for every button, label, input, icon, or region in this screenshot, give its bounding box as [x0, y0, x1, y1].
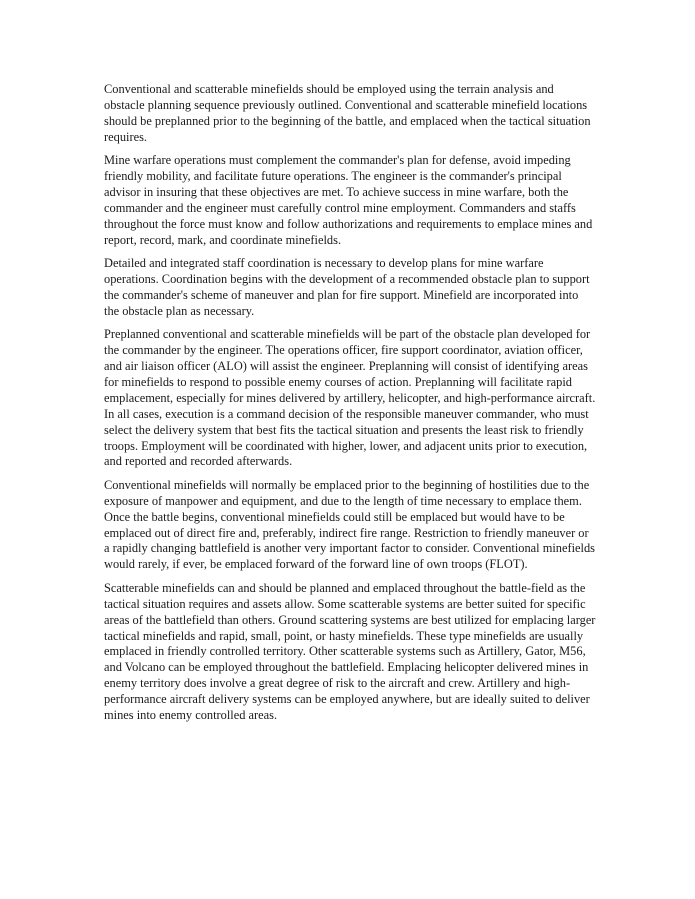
paragraph-terrain-analysis: Conventional and scatterable minefields should be employed using the terrain analysis and obstacle planning sequence previously outlined. Conventional and scatterable minefield locations should be preplanned prior to the beginning of the battle, and emplaced when the tactical situation requires.: [104, 82, 591, 144]
paragraph-preplanned-minefields: Preplanned conventional and scatterable minefields will be part of the obstacle plan developed for the commander by the engineer. The operations officer, fire support coordinator, aviation officer, and air liaison officer (ALO) will assist the engineer. Preplanning will consist of identifying areas for minefields to respond to possible enemy courses of action. Preplanning will facilitate rapid emplacement, especially for mines delivered by artillery, helicopter, and high-performance aircraft. In all cases, execution is a command decision of the responsible maneuver commander, who must select the delivery system that best fits the tactical situation and presents the least risk to friendly troops. Employment will be coordinated with higher, lower, and adjacent units prior to execution, and reported and recorded afterwards.: [104, 327, 596, 469]
paragraph-mine-warfare-operations: Mine warfare operations must complement the commander's plan for defense, avoid impeding friendly mobility, and facilitate future operations. The engineer is the commander's principal advisor in insuring that these objectives are met. To achieve success in mine warfare, both the commander and the engineer must carefully control mine employment. Commanders and staffs throughout the force must know and follow authorizations and requirements to emplace mines and report, record, mark, and coordinate minefields.: [104, 153, 593, 247]
paragraph-scatterable-minefields: Scatterable minefields can and should be planned and emplaced throughout the battle-field as the tactical situation requires and assets allow. Some scatterable systems are better suited for specific areas of the battlefield than others. Ground scattering systems are best utilized for emplacing larger tactical minefields and rapid, small, point, or hasty minefields. These type minefields are usually emplaced in friendly controlled territory. Other scatterable systems such as Artillery, Gator, M56, and Volcano can be employed throughout the battlefield. Emplacing helicopter delivered mines in enemy territory does involve a great degree of risk to the aircraft and crew. Artillery and high-performance aircraft delivery systems can be employed anywhere, but are ideally suited to deliver mines into enemy controlled areas.: [104, 580, 596, 723]
document-body: [104, 82, 596, 731]
paragraph-conventional-minefields: Conventional minefields will normally be emplaced prior to the beginning of hostilities due to the exposure of manpower and equipment, and due to the length of time necessary to emplace them. Once the battle begins, conventional minefields could still be emplaced but would have to be emplaced out of direct fire and, preferably, indirect fire range. Restriction to friendly maneuver or a rapidly changing battlefield is another very important factor to consider. Conventional minefields would rarely, if ever, be emplaced forward of the forward line of own troops (FLOT).: [104, 477, 596, 572]
paragraph-staff-coordination: Detailed and integrated staff coordination is necessary to develop plans for mine warfare operations. Coordination begins with the development of a recommended obstacle plan to support the commander's scheme of maneuver and plan for fire support. Minefield are incorporated into the obstacle plan as necessary.: [104, 256, 590, 318]
